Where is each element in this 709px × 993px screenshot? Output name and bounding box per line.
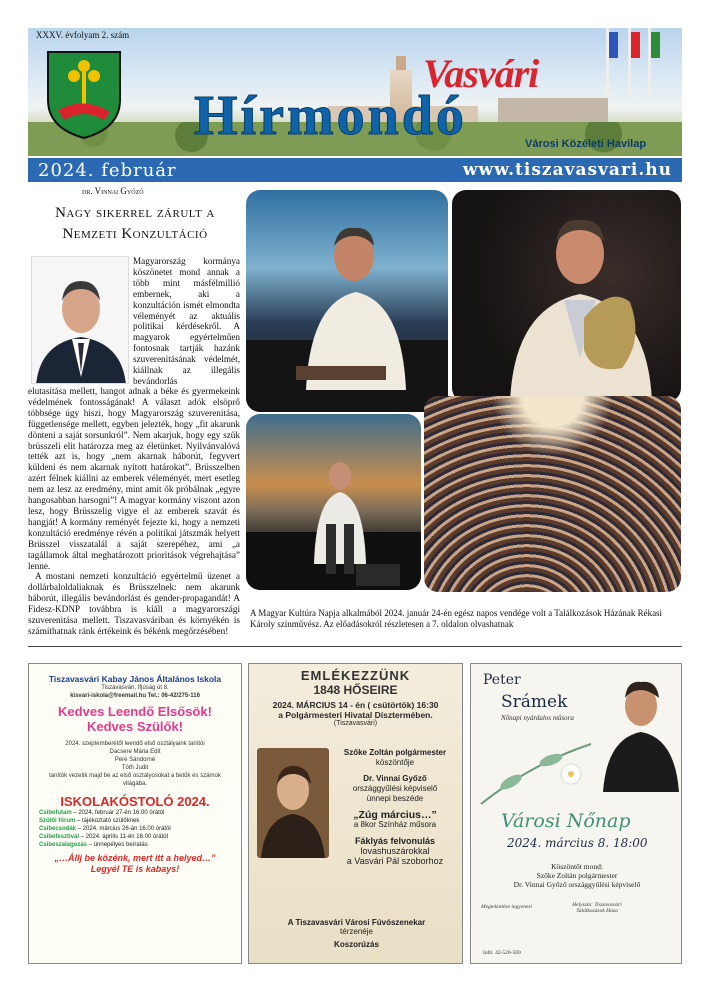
petofi-portrait-icon [257, 748, 329, 858]
title-vasvari: Vasvári [423, 51, 539, 96]
speaker-name: Dr. Vinnai Győző [363, 774, 427, 783]
speaker-role: országgyűlési képviselő [352, 784, 438, 793]
photo-stage-performance [246, 414, 421, 590]
event-name: Csibefesztivál [39, 834, 80, 840]
flower-decoration-icon [471, 724, 601, 814]
speaker-type: ünnepi beszéde [366, 794, 424, 803]
volume-number: XXXV. évfolyam 2. szám [36, 30, 130, 40]
headline-line: Nagy sikerrel zárult a [55, 205, 215, 221]
event-place: a Polgármesteri Hivatal Dísztermében. [278, 710, 433, 720]
torch-line: Fáklyás felvonulás [354, 836, 436, 846]
ad-subtitle: 1848 HŐSEIRE [313, 683, 398, 697]
info-phone: Infó: 42-520-500 [483, 950, 521, 956]
ad-1848-commemoration [248, 663, 463, 964]
title-hirmondo: Hírmondó [194, 85, 467, 147]
torch-line: lovashuszárokkal [360, 846, 430, 856]
event-item [39, 825, 231, 833]
slogan-line: „…Állj be közénk, mert itt a helyed…” [54, 853, 216, 863]
portrait-image [32, 257, 129, 384]
author-portrait [31, 256, 129, 384]
show-by: a 8kor Színház műsora [353, 820, 437, 829]
masthead-subtitle: Városi Közéleti Havilap [525, 138, 647, 150]
event-detail: – 2024. március 26-án 16.00 órától [76, 826, 171, 832]
greeting-line: Kedves Leendő Elsősök! [58, 704, 212, 719]
torch-line: a Vasvári Pál szoborhoz [346, 856, 444, 866]
event-town: (Tiszavasvári) [333, 720, 378, 727]
event-date: 2024. március 8. 18:00 [507, 836, 648, 850]
school-intro: 2024. szeptemberétől leendő első osztályaink tanítói [65, 741, 205, 747]
band-line: térzenéje [340, 927, 373, 936]
event-title: ISKOLAKÓSTOLÓ 2024. [60, 794, 210, 809]
event-program [329, 748, 461, 866]
article-author: dr. Vinnai Győző [82, 186, 144, 196]
event-item [39, 809, 231, 817]
flag [651, 32, 660, 58]
wreath-line: Koszorúzás [334, 940, 379, 949]
article-side-text: Magyarország kormánya köszönetet mond annak a több mint másfélmillió embernek, aki a konzultáción ismét elmondta véleményét az aktuális politikai kérdésekről. A magyarok egyértelműen fontosnak tartják hazánk szuverenitásának védelmét, kiállnak az illegális bevándorlás [133, 256, 240, 386]
event-detail: – tájékoztató szülőknek [75, 818, 140, 824]
show-title: „Zúg március…” [353, 809, 437, 821]
school-name: Tiszavasvári Kabay János Általános Iskola [48, 674, 222, 684]
school-intro-2: tanítók vezetik majd be az első osztályosokat a betűk és számok világába. [49, 773, 221, 787]
event-time: 2024. MÁRCIUS 14 - én ( csütörtök) 16:30 [272, 700, 439, 710]
date-bar [28, 158, 682, 182]
school-slogan [29, 853, 241, 875]
venue-note: Helyszín: Tiszavasvári Találkozások Háza [572, 902, 622, 914]
school-contact: kisvari-iskola@freemail.hu Tel.: 06-42/275-116 [70, 693, 200, 699]
performer-first-name: Peter [483, 672, 521, 688]
teacher-name: Tóth Judit [121, 765, 149, 771]
free-entry-note: Megtekintése ingyenes! [481, 904, 533, 910]
ad-footer [249, 918, 463, 949]
event-list [29, 809, 241, 849]
event-item [39, 833, 231, 841]
ad-title: EMLÉKEZZÜNK [300, 668, 411, 683]
event-detail: – ünnepélyes beíratás [87, 842, 148, 848]
event-name: Csibefutam [39, 810, 72, 816]
greet-name: Dr. Vinnai Győző országgyűlési képviselő [513, 880, 641, 889]
greet-label: Köszöntőt mond: [551, 862, 603, 871]
event-title: Városi Nőnap [501, 810, 631, 832]
event-name: Csibeszalagozás [39, 842, 88, 848]
flag [631, 32, 640, 58]
flag [609, 32, 618, 58]
event-item [39, 817, 231, 825]
website-link[interactable]: www.tiszavasvari.hu [462, 160, 672, 180]
article-paragraph: elutasítása mellett, hangot adnak a béke és gyermekeink védelmének fontosságának! A választ adók elsöprő többsége úgy hiszi, hogy Magyarország szuverenitása, függetlensége mellett, egyben jelezték, hogy „fit akarunk dönteni a saját sorsunkról”. Nem akarjuk, hogy egy szűk brüsszeli elit határozza meg az életünket. Nyilvánvalóvá tették azt is, hogy „nem akarnak háborút, fegyvert küldeni és nem akarnak nyitott határokat”. Brüsszelben azért félnek kiállni az emberek véleményét, mert esetleg nem az lesz az eredmény, mint amit ők próbálnak „egyre hangosabban harsogni”! A magyar kormány viszont azon lesz, hogy Brüsszelig vigye el az emberek szavát és hangját! A kormány reményét fejezte ki, hogy a nemzeti konzultáció eredménye révén a politikai játszmák helyett Brüsszel visszatalál a saját szerepéhez, ami „a tagállamok által meghatározott prioritások végrehajtása” lenne. [28, 386, 240, 571]
article-body [28, 386, 240, 637]
ad-womens-day [470, 663, 682, 964]
town-crest-icon [44, 48, 124, 140]
band-line: A Tiszavasvári Városi Fúvószenekar [287, 918, 426, 927]
ad-school [28, 663, 242, 964]
teacher-name: Dacsere Mária Edit [109, 749, 161, 755]
issue-date: 2024. február [38, 159, 177, 181]
greet-name: Szőke Zoltán polgármester [536, 871, 618, 880]
article-paragraph: A mostani nemzeti konzultáció egyértelmű üzenet a dollárbaloldaliaknak és Brüsszelnek: nem akarunk háborút, illegális bevándorlást és gender-propagandát! A Fidesz-KDNP továbbra is kiáll a magyarországi szuverenitása mellett. Tiszavasváriban és környékén is számíthatnak ránk értékeink és békénk megőrzésében! [28, 571, 240, 636]
event-name: Csibecsodák [39, 826, 77, 832]
slogan-line: Legyél TE is kabays! [90, 864, 180, 874]
event-detail: – 2024. április 11-én 16.00 órától [79, 834, 168, 840]
performer-tagline: Nőnapi nyárdalos műsora [501, 714, 574, 722]
teacher-name: Pere Sándorné [114, 757, 156, 763]
greet-name: Szőke Zoltán polgármester [343, 748, 447, 757]
photo-content [246, 414, 421, 590]
photo-actor-stone [452, 190, 681, 402]
performer-last-name: Srámek [501, 692, 568, 712]
event-name: Szülői fórum [39, 818, 76, 824]
school-address: Tiszavasvári, Ifjúság út 8. [101, 685, 169, 691]
photo-stage-actor [246, 190, 448, 412]
masthead [28, 28, 682, 156]
headline-line: Nemzeti Konzultáció [62, 226, 208, 242]
photo-content [452, 190, 681, 402]
event-greeting [477, 862, 677, 889]
section-divider [28, 646, 682, 647]
photo-caption: A Magyar Kultúra Napja alkalmából 2024. január 24-én egész napos vendége volt a Találkozások Házának Rékasi Károly színművész. Az előadásokról részletesen a 7. oldalon olvashatnak [250, 608, 663, 629]
photo-audience [424, 396, 681, 592]
performer-photo [599, 672, 682, 792]
greeting-line: Kedves Szülők! [86, 719, 184, 734]
article-headline [32, 203, 238, 245]
greet-role: köszöntője [375, 758, 415, 767]
event-item [39, 841, 231, 849]
photo-content [246, 190, 448, 412]
event-detail: – 2024. február 27-én 16.00 órától [71, 810, 165, 816]
